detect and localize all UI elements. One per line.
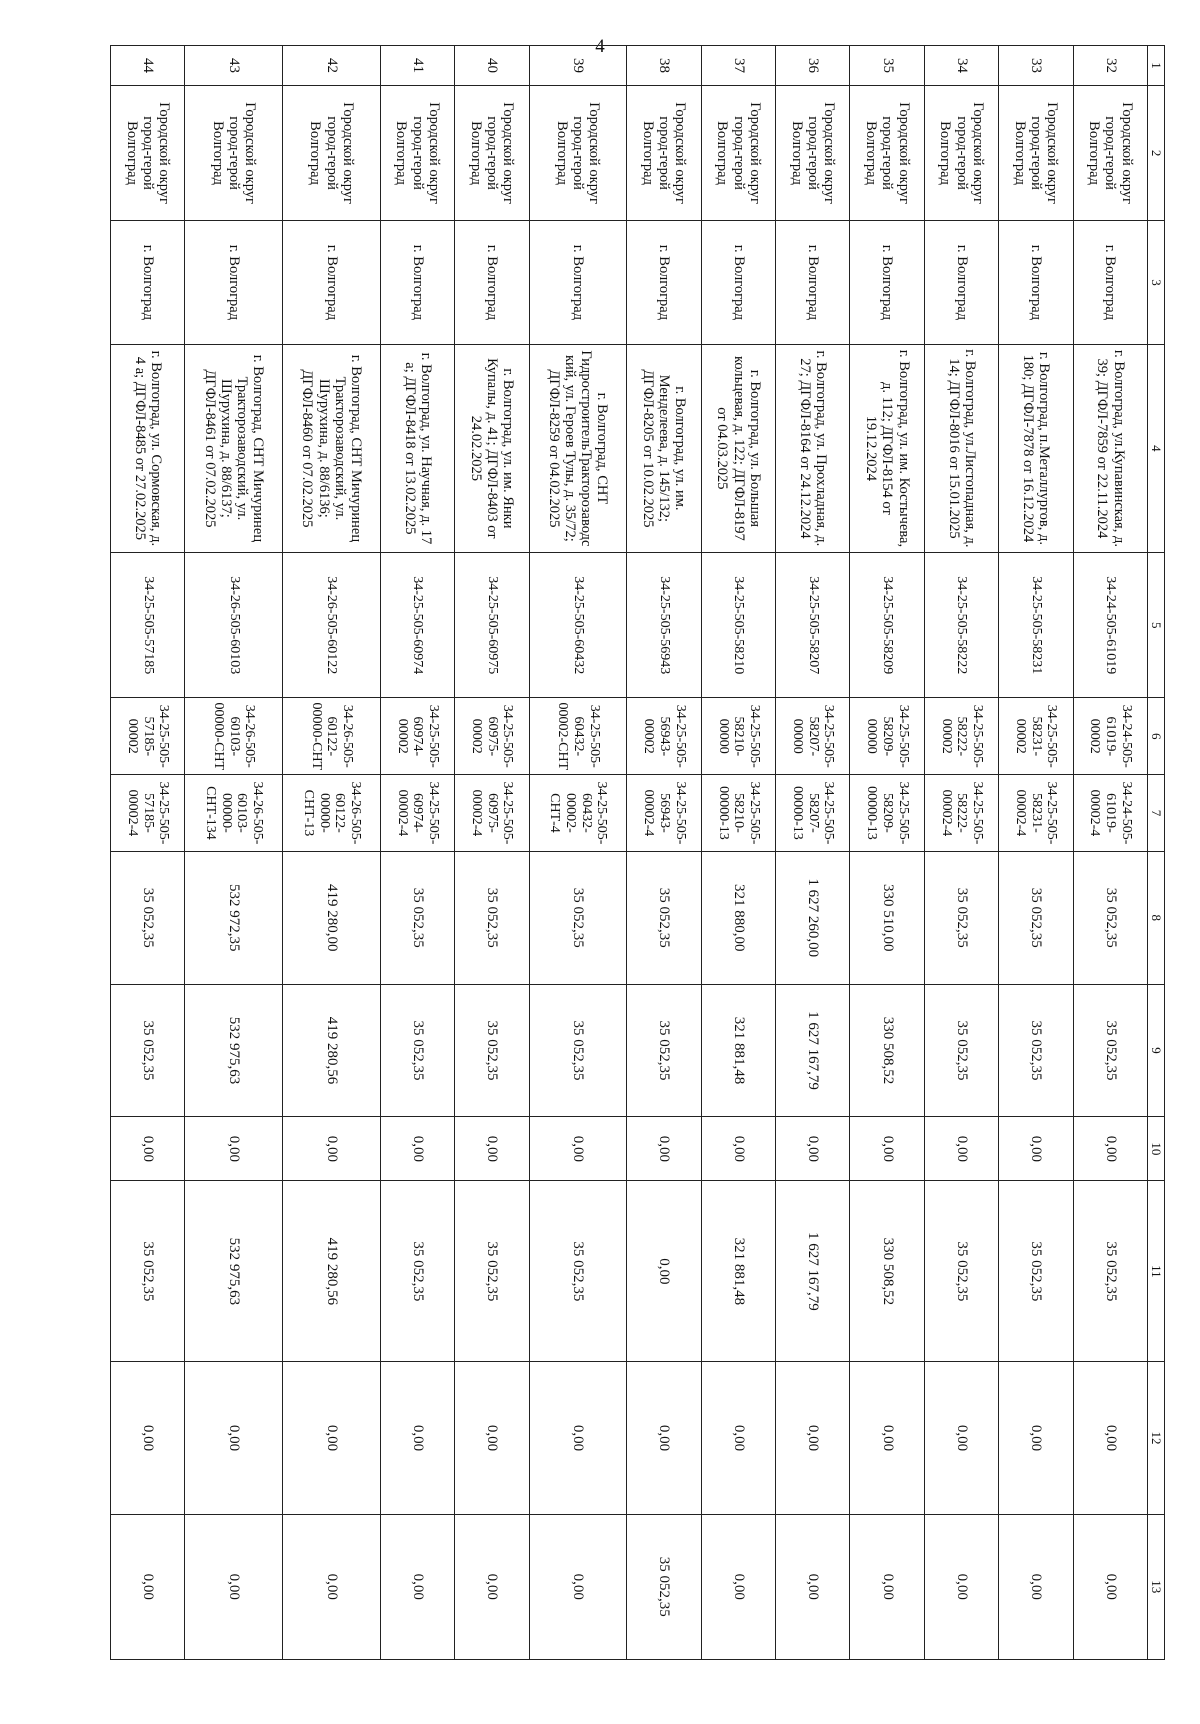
municipality-cell: Городской округ город-герой Волгоград xyxy=(111,86,185,221)
amount-cell: 35 052,35 xyxy=(627,984,701,1117)
object-code-cell: 34-25-505-56943-00002 xyxy=(627,698,701,775)
amount-cell: 0,00 xyxy=(999,1362,1073,1514)
table-row xyxy=(111,46,185,1660)
row-number: 37 xyxy=(701,46,775,86)
amount-cell: 0,00 xyxy=(380,1514,454,1659)
municipality-cell: Городской округ город-герой Волгоград xyxy=(283,86,381,221)
amount-cell: 330 508,52 xyxy=(850,1181,924,1362)
data-table xyxy=(110,45,1165,1660)
event-code-cell: 34-26-505-60103-00000-СНТ-134 xyxy=(185,775,283,852)
amount-cell: 35 052,35 xyxy=(1073,984,1147,1117)
address-cell: г. Волгоград, ул. им. Костычева, д. 112; ДГФЛ-8154 от 19.12.2024 xyxy=(850,344,924,552)
amount-cell: 0,00 xyxy=(283,1117,381,1181)
amount-cell: 0,00 xyxy=(529,1514,627,1659)
address-cell: г. Волгоград, ул. Прохладная, д. 27; ДГФЛ-8164 от 24.12.2024 xyxy=(776,344,850,552)
code-cell: 34-25-505-60432 xyxy=(529,553,627,698)
locality-cell: г. Волгоград xyxy=(185,221,283,345)
amount-cell: 0,00 xyxy=(701,1362,775,1514)
code-cell: 34-25-505-58210 xyxy=(701,553,775,698)
municipality-cell: Городской округ город-герой Волгоград xyxy=(185,86,283,221)
table-row xyxy=(283,46,381,1660)
amount-cell: 0,00 xyxy=(529,1362,627,1514)
amount-cell: 0,00 xyxy=(455,1117,529,1181)
amount-cell: 35 052,35 xyxy=(627,851,701,984)
column-header-2: 2 xyxy=(1148,86,1165,221)
event-code-cell: 34-25-505-58231-00002-4 xyxy=(999,775,1073,852)
code-cell: 34-26-505-60103 xyxy=(185,553,283,698)
table-row xyxy=(380,46,454,1660)
locality-cell: г. Волгоград xyxy=(701,221,775,345)
object-code-cell: 34-25-505-57185-00002 xyxy=(111,698,185,775)
table-row xyxy=(185,46,283,1660)
row-number: 38 xyxy=(627,46,701,86)
row-number: 36 xyxy=(776,46,850,86)
object-code-cell: 34-25-505-58222-00002 xyxy=(924,698,998,775)
amount-cell: 0,00 xyxy=(701,1117,775,1181)
municipality-cell: Городской округ город-герой Волгоград xyxy=(701,86,775,221)
amount-cell: 35 052,35 xyxy=(999,851,1073,984)
column-header-12: 12 xyxy=(1148,1362,1165,1514)
amount-cell: 0,00 xyxy=(111,1514,185,1659)
address-cell: г. Волгоград, ул. Сормовская, д. 4 а; ДГФЛ-8485 от 27.02.2025 xyxy=(111,344,185,552)
amount-cell: 35 052,35 xyxy=(627,1514,701,1659)
locality-cell: г. Волгоград xyxy=(283,221,381,345)
amount-cell: 0,00 xyxy=(283,1362,381,1514)
locality-cell: г. Волгоград xyxy=(111,221,185,345)
amount-cell: 0,00 xyxy=(999,1514,1073,1659)
column-header-8: 8 xyxy=(1148,851,1165,984)
event-code-cell: 34-25-505-60975-00002-4 xyxy=(455,775,529,852)
code-cell: 34-25-505-58207 xyxy=(776,553,850,698)
table-row xyxy=(999,46,1073,1660)
amount-cell: 35 052,35 xyxy=(924,851,998,984)
row-number: 40 xyxy=(455,46,529,86)
amount-cell: 35 052,35 xyxy=(380,1181,454,1362)
column-header-3: 3 xyxy=(1148,221,1165,345)
locality-cell: г. Волгоград xyxy=(924,221,998,345)
address-cell: г. Волгоград, ул. Научная, д. 17 а; ДГФЛ-8418 от 13.02.2025 xyxy=(380,344,454,552)
event-code-cell: 34-25-505-58222-00002-4 xyxy=(924,775,998,852)
amount-cell: 35 052,35 xyxy=(455,984,529,1117)
object-code-cell: 34-25-505-58207-00000 xyxy=(776,698,850,775)
amount-cell: 1 627 167,79 xyxy=(776,1181,850,1362)
amount-cell: 0,00 xyxy=(850,1117,924,1181)
row-number: 44 xyxy=(111,46,185,86)
code-cell: 34-26-505-60122 xyxy=(283,553,381,698)
object-code-cell: 34-25-505-58210-00000 xyxy=(701,698,775,775)
event-code-cell: 34-25-505-60432-00002-СНТ-4 xyxy=(529,775,627,852)
code-cell: 34-25-505-60975 xyxy=(455,553,529,698)
table-row xyxy=(627,46,701,1660)
row-number: 39 xyxy=(529,46,627,86)
event-code-cell: 34-25-505-56943-00002-4 xyxy=(627,775,701,852)
address-cell: г. Волгоград, ул. им. Янки Купалы, д. 41; ДГФЛ-8403 от 24.02.2025 xyxy=(455,344,529,552)
table-row xyxy=(924,46,998,1660)
locality-cell: г. Волгоград xyxy=(455,221,529,345)
object-code-cell: 34-25-505-58209-00000 xyxy=(850,698,924,775)
address-cell: г. Волгоград, СНТ ГидростроительТракторозаводский, ул. Героев Тулы, д. 35/72; ДГФЛ-8259 от 04.02.2025 xyxy=(529,344,627,552)
amount-cell: 0,00 xyxy=(850,1362,924,1514)
code-cell: 34-25-505-60974 xyxy=(380,553,454,698)
column-header-13: 13 xyxy=(1148,1514,1165,1659)
amount-cell: 35 052,35 xyxy=(999,984,1073,1117)
locality-cell: г. Волгоград xyxy=(627,221,701,345)
amount-cell: 35 052,35 xyxy=(455,1181,529,1362)
amount-cell: 0,00 xyxy=(283,1514,381,1659)
code-cell: 34-24-505-61019 xyxy=(1073,553,1147,698)
row-number: 43 xyxy=(185,46,283,86)
amount-cell: 532 975,63 xyxy=(185,1181,283,1362)
address-cell: г. Волгоград, ул.Купавинская, д. 39; ДГФЛ-7859 от 22.11.2024 xyxy=(1073,344,1147,552)
column-header-1: 1 xyxy=(1148,46,1165,86)
amount-cell: 35 052,35 xyxy=(1073,1181,1147,1362)
amount-cell: 532 972,35 xyxy=(185,851,283,984)
amount-cell: 35 052,35 xyxy=(529,851,627,984)
amount-cell: 0,00 xyxy=(776,1362,850,1514)
event-code-cell: 34-24-505-61019-00002-4 xyxy=(1073,775,1147,852)
event-code-cell: 34-25-505-57185-00002-4 xyxy=(111,775,185,852)
event-code-cell: 34-25-505-60974-00002-4 xyxy=(380,775,454,852)
row-number: 34 xyxy=(924,46,998,86)
locality-cell: г. Волгоград xyxy=(999,221,1073,345)
event-code-cell: 34-25-505-58207-00000-13 xyxy=(776,775,850,852)
amount-cell: 0,00 xyxy=(924,1362,998,1514)
amount-cell: 0,00 xyxy=(924,1117,998,1181)
amount-cell: 0,00 xyxy=(701,1514,775,1659)
municipality-cell: Городской округ город-герой Волгоград xyxy=(776,86,850,221)
amount-cell: 35 052,35 xyxy=(111,1181,185,1362)
amount-cell: 330 508,52 xyxy=(850,984,924,1117)
address-cell: г. Волгоград, п.Металлургов, д. 180; ДГФЛ-7878 от 16.12.2024 xyxy=(999,344,1073,552)
table-body xyxy=(111,46,1148,1660)
amount-cell: 35 052,35 xyxy=(1073,851,1147,984)
amount-cell: 0,00 xyxy=(111,1362,185,1514)
amount-cell: 532 975,63 xyxy=(185,984,283,1117)
object-code-cell: 34-25-505-60974-00002 xyxy=(380,698,454,775)
table-row xyxy=(529,46,627,1660)
amount-cell: 0,00 xyxy=(627,1362,701,1514)
column-header-6: 6 xyxy=(1148,698,1165,775)
amount-cell: 35 052,35 xyxy=(999,1181,1073,1362)
amount-cell: 0,00 xyxy=(380,1117,454,1181)
event-code-cell: 34-25-505-58209-00000-13 xyxy=(850,775,924,852)
amount-cell: 35 052,35 xyxy=(380,851,454,984)
municipality-cell: Городской округ город-герой Волгоград xyxy=(999,86,1073,221)
amount-cell: 35 052,35 xyxy=(111,851,185,984)
amount-cell: 0,00 xyxy=(776,1117,850,1181)
object-code-cell: 34-24-505-61019-00002 xyxy=(1073,698,1147,775)
code-cell: 34-25-505-58231 xyxy=(999,553,1073,698)
locality-cell: г. Волгоград xyxy=(776,221,850,345)
row-number: 42 xyxy=(283,46,381,86)
object-code-cell: 34-26-505-60103-00000-СНТ xyxy=(185,698,283,775)
row-number: 33 xyxy=(999,46,1073,86)
amount-cell: 35 052,35 xyxy=(111,984,185,1117)
row-number: 32 xyxy=(1073,46,1147,86)
address-cell: г. Волгоград, СНТ Мичуринец Тракторозаводский, ул. Шурухина, д. 88/6137; ДГФЛ-8461 от 07.02.2025 xyxy=(185,344,283,552)
municipality-cell: Городской округ город-герой Волгоград xyxy=(1073,86,1147,221)
amount-cell: 35 052,35 xyxy=(455,851,529,984)
amount-cell: 0,00 xyxy=(1073,1514,1147,1659)
code-cell: 34-25-505-58222 xyxy=(924,553,998,698)
column-header-9: 9 xyxy=(1148,984,1165,1117)
amount-cell: 321 881,48 xyxy=(701,984,775,1117)
table-header xyxy=(1148,46,1165,1660)
table-row xyxy=(455,46,529,1660)
amount-cell: 0,00 xyxy=(529,1117,627,1181)
municipality-cell: Городской округ город-герой Волгоград xyxy=(850,86,924,221)
locality-cell: г. Волгоград xyxy=(1073,221,1147,345)
locality-cell: г. Волгоград xyxy=(529,221,627,345)
amount-cell: 419 280,00 xyxy=(283,851,381,984)
amount-cell: 330 510,00 xyxy=(850,851,924,984)
municipality-cell: Городской округ город-герой Волгоград xyxy=(380,86,454,221)
amount-cell: 0,00 xyxy=(850,1514,924,1659)
object-code-cell: 34-25-505-58231-00002 xyxy=(999,698,1073,775)
object-code-cell: 34-26-505-60122-00000-СНТ xyxy=(283,698,381,775)
municipality-cell: Городской округ город-герой Волгоград xyxy=(529,86,627,221)
header-row xyxy=(1148,46,1165,1660)
amount-cell: 419 280,56 xyxy=(283,1181,381,1362)
row-number: 41 xyxy=(380,46,454,86)
amount-cell: 0,00 xyxy=(455,1362,529,1514)
amount-cell: 35 052,35 xyxy=(529,984,627,1117)
amount-cell: 321 880,00 xyxy=(701,851,775,984)
municipality-cell: Городской округ город-герой Волгоград xyxy=(924,86,998,221)
table-row xyxy=(850,46,924,1660)
address-cell: г. Волгоград, ул. им. Менделеева, д. 145/132; ДГФЛ-8205 от 10.02.2025 xyxy=(627,344,701,552)
amount-cell: 0,00 xyxy=(185,1362,283,1514)
locality-cell: г. Волгоград xyxy=(850,221,924,345)
municipality-cell: Городской округ город-герой Волгоград xyxy=(627,86,701,221)
table-row xyxy=(1073,46,1147,1660)
object-code-cell: 34-25-505-60432-00002-СНТ xyxy=(529,698,627,775)
amount-cell: 0,00 xyxy=(627,1117,701,1181)
amount-cell: 0,00 xyxy=(185,1117,283,1181)
column-header-5: 5 xyxy=(1148,553,1165,698)
code-cell: 34-25-505-58209 xyxy=(850,553,924,698)
amount-cell: 0,00 xyxy=(111,1117,185,1181)
rotated-table-container xyxy=(110,45,1165,1660)
column-header-11: 11 xyxy=(1148,1181,1165,1362)
row-number: 35 xyxy=(850,46,924,86)
municipality-cell: Городской округ город-герой Волгоград xyxy=(455,86,529,221)
amount-cell: 0,00 xyxy=(999,1117,1073,1181)
code-cell: 34-25-505-56943 xyxy=(627,553,701,698)
amount-cell: 0,00 xyxy=(185,1514,283,1659)
event-code-cell: 34-26-505-60122-00000-СНТ-13 xyxy=(283,775,381,852)
amount-cell: 0,00 xyxy=(1073,1117,1147,1181)
column-header-10: 10 xyxy=(1148,1117,1165,1181)
amount-cell: 0,00 xyxy=(924,1514,998,1659)
table-row xyxy=(776,46,850,1660)
amount-cell: 35 052,35 xyxy=(924,1181,998,1362)
address-cell: г. Волгоград, ул.Листопадная, д. 14; ДГФЛ-8016 от 15.01.2025 xyxy=(924,344,998,552)
amount-cell: 35 052,35 xyxy=(380,984,454,1117)
amount-cell: 35 052,35 xyxy=(924,984,998,1117)
amount-cell: 0,00 xyxy=(1073,1362,1147,1514)
amount-cell: 0,00 xyxy=(776,1514,850,1659)
amount-cell: 0,00 xyxy=(380,1362,454,1514)
column-header-7: 7 xyxy=(1148,775,1165,852)
locality-cell: г. Волгоград xyxy=(380,221,454,345)
amount-cell: 35 052,35 xyxy=(529,1181,627,1362)
address-cell: г. Волгоград, СНТ Мичуринец Тракторозаводский, ул. Шурухина, д. 88/6136; ДГФЛ-8460 от 07.02.2025 xyxy=(283,344,381,552)
address-cell: г. Волгоград, ул. Большая кольцевая, д. 122; ДГФЛ-8197 от 04.03.2025 xyxy=(701,344,775,552)
amount-cell: 321 881,48 xyxy=(701,1181,775,1362)
column-header-4: 4 xyxy=(1148,344,1165,552)
amount-cell: 0,00 xyxy=(455,1514,529,1659)
event-code-cell: 34-25-505-58210-00000-13 xyxy=(701,775,775,852)
table-row xyxy=(701,46,775,1660)
amount-cell: 419 280,56 xyxy=(283,984,381,1117)
object-code-cell: 34-25-505-60975-00002 xyxy=(455,698,529,775)
amount-cell: 1 627 260,00 xyxy=(776,851,850,984)
amount-cell: 1 627 167,79 xyxy=(776,984,850,1117)
amount-cell: 0,00 xyxy=(627,1181,701,1362)
code-cell: 34-25-505-57185 xyxy=(111,553,185,698)
page-number: 4 xyxy=(595,36,605,57)
